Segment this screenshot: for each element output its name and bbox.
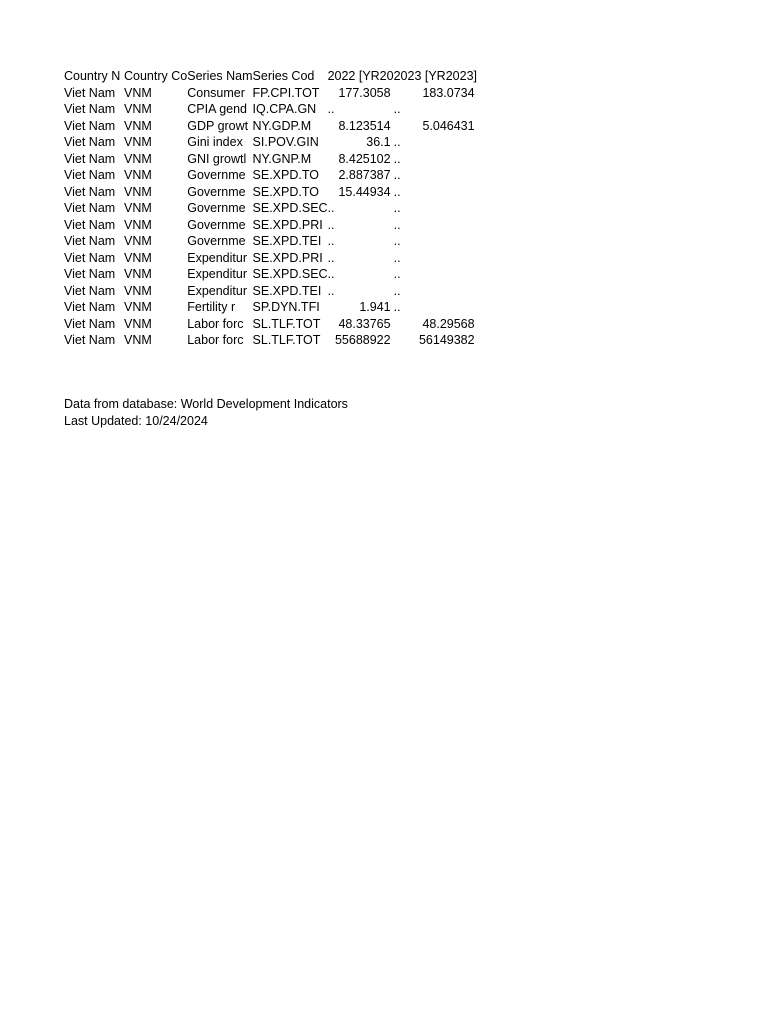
table-cell[interactable]: 36.1 xyxy=(366,135,391,149)
table-cell[interactable]: .. xyxy=(327,234,335,248)
table-cell[interactable]: .. xyxy=(393,184,401,199)
table-cell[interactable]: Viet Nam xyxy=(64,333,116,347)
table-cell[interactable]: Viet Nam xyxy=(64,118,116,133)
table-cell[interactable]: VNM xyxy=(124,217,152,232)
table-cell[interactable]: 8.123514 xyxy=(338,118,391,133)
header-cell[interactable]: Series Cod xyxy=(252,69,315,83)
table-cell[interactable]: Viet Nam xyxy=(64,283,116,298)
table-row xyxy=(64,85,478,102)
table-cell[interactable]: .. xyxy=(327,102,335,116)
table-row xyxy=(64,233,478,250)
table-cell[interactable]: .. xyxy=(393,151,401,166)
table-row xyxy=(64,217,478,234)
header-cell[interactable]: Country Co xyxy=(124,69,188,83)
table-cell[interactable]: SE.XPD.SEC xyxy=(252,201,328,215)
table-cell[interactable]: 48.29568 xyxy=(422,316,475,331)
footer-notes xyxy=(64,396,348,429)
table-cell[interactable]: 8.425102 xyxy=(338,151,391,166)
table-cell[interactable]: .. xyxy=(393,135,401,149)
table-cell[interactable]: .. xyxy=(327,267,335,281)
table-cell[interactable]: 55688922 xyxy=(334,333,391,347)
table-cell[interactable]: Consumer xyxy=(187,85,245,100)
table-row xyxy=(64,151,478,168)
table-cell[interactable]: 5.046431 xyxy=(422,118,475,133)
table-cell[interactable]: Governme xyxy=(187,234,246,248)
table-cell[interactable]: SE.XPD.TEI xyxy=(252,283,322,298)
table-row xyxy=(64,283,478,300)
table-cell[interactable]: Viet Nam xyxy=(64,184,116,199)
table-cell[interactable]: NY.GDP.M xyxy=(252,118,312,133)
table-cell[interactable]: SE.XPD.TO xyxy=(252,168,319,182)
table-cell[interactable]: Viet Nam xyxy=(64,267,116,281)
table-row xyxy=(64,316,478,333)
header-cell[interactable]: Country N xyxy=(64,69,121,83)
table-cell[interactable]: 56149382 xyxy=(418,333,475,347)
table-cell[interactable]: Expenditur xyxy=(187,283,247,298)
spreadsheet xyxy=(64,68,478,349)
table-cell[interactable]: IQ.CPA.GN xyxy=(252,102,317,116)
table-cell[interactable]: .. xyxy=(393,217,401,232)
table-cell[interactable]: VNM xyxy=(124,102,152,116)
table-cell[interactable]: VNM xyxy=(124,85,152,100)
table-row xyxy=(64,184,478,201)
table-cell[interactable]: SP.DYN.TFI xyxy=(252,300,320,314)
header-cell[interactable]: 2023 [YR2023] xyxy=(393,69,477,83)
table-cell[interactable]: .. xyxy=(327,283,335,298)
table-cell[interactable]: VNM xyxy=(124,250,152,265)
table-cell[interactable]: SE.XPD.SEC xyxy=(252,267,328,281)
header-cell[interactable]: 2022 [YR20 xyxy=(327,69,394,83)
table-cell[interactable]: 48.33765 xyxy=(338,316,391,331)
table-cell[interactable]: Viet Nam xyxy=(64,217,116,232)
table-cell[interactable]: VNM xyxy=(124,135,152,149)
table-cell[interactable]: Governme xyxy=(187,168,246,182)
table-cell[interactable]: .. xyxy=(393,102,401,116)
table-cell[interactable]: NY.GNP.M xyxy=(252,151,312,166)
header-cell[interactable]: Series Nam xyxy=(187,69,253,83)
table-cell[interactable]: .. xyxy=(393,300,401,314)
table-cell[interactable]: Expenditur xyxy=(187,267,247,281)
table-body xyxy=(64,85,478,349)
table-row xyxy=(64,266,478,283)
table-cell[interactable]: SI.POV.GIN xyxy=(252,135,319,149)
table-cell[interactable]: GDP growt xyxy=(187,118,249,133)
table-cell[interactable]: .. xyxy=(327,217,335,232)
table-row xyxy=(64,332,478,349)
table-cell[interactable]: .. xyxy=(327,201,335,215)
table-cell[interactable]: VNM xyxy=(124,168,152,182)
table-cell[interactable]: 183.0734 xyxy=(422,85,475,100)
table-cell[interactable]: Viet Nam xyxy=(64,201,116,215)
table-cell[interactable]: 15.44934 xyxy=(338,184,391,199)
table-cell[interactable]: Viet Nam xyxy=(64,85,116,100)
table-cell[interactable]: Labor forc xyxy=(187,333,244,347)
table-cell[interactable]: SE.XPD.PRI xyxy=(252,250,323,265)
table-cell[interactable]: VNM xyxy=(124,267,152,281)
table-cell[interactable]: VNM xyxy=(124,151,152,166)
table-cell[interactable]: Labor forc xyxy=(187,316,244,331)
table-row xyxy=(64,299,478,316)
table-cell[interactable]: VNM xyxy=(124,316,152,331)
table-cell[interactable]: SE.XPD.PRI xyxy=(252,217,323,232)
table-cell[interactable]: 1.941 xyxy=(359,300,391,314)
table-cell[interactable]: .. xyxy=(327,250,335,265)
table-cell[interactable]: Viet Nam xyxy=(64,168,116,182)
table-cell[interactable]: 177.3058 xyxy=(338,85,391,100)
table-cell[interactable]: .. xyxy=(393,234,401,248)
last-updated-note[interactable]: Last Updated: 10/24/2024 xyxy=(64,413,208,428)
table-cell[interactable]: GNI growtl xyxy=(187,151,247,166)
table-cell[interactable]: VNM xyxy=(124,201,152,215)
table-cell[interactable]: VNM xyxy=(124,118,152,133)
table-cell[interactable]: Fertility r xyxy=(187,300,236,314)
table-cell[interactable]: VNM xyxy=(124,333,152,347)
table-cell[interactable]: VNM xyxy=(124,283,152,298)
table-row xyxy=(64,167,478,184)
table-cell[interactable]: Governme xyxy=(187,184,246,199)
table-cell[interactable]: Governme xyxy=(187,201,246,215)
table-cell[interactable]: VNM xyxy=(124,234,152,248)
table-row xyxy=(64,250,478,267)
table-cell[interactable]: 2.887387 xyxy=(338,168,391,182)
table-cell[interactable]: Expenditur xyxy=(187,250,247,265)
table-cell[interactable]: Viet Nam xyxy=(64,250,116,265)
table-cell[interactable]: SL.TLF.TOT xyxy=(252,316,321,331)
table-cell[interactable]: Viet Nam xyxy=(64,102,116,116)
table-cell[interactable]: Viet Nam xyxy=(64,316,116,331)
table-cell[interactable]: SE.XPD.TEI xyxy=(252,234,322,248)
table-row xyxy=(64,134,478,151)
table-cell[interactable]: FP.CPI.TOT xyxy=(252,85,320,100)
table-cell[interactable]: .. xyxy=(393,168,401,182)
table-cell[interactable]: .. xyxy=(393,250,401,265)
table-cell[interactable]: Viet Nam xyxy=(64,300,116,314)
table-row xyxy=(64,101,478,118)
table-cell[interactable]: VNM xyxy=(124,184,152,199)
table-row xyxy=(64,200,478,217)
table-cell[interactable]: VNM xyxy=(124,300,152,314)
source-note[interactable]: Data from database: World Development Indicators xyxy=(64,397,348,411)
table-cell[interactable]: Gini index xyxy=(187,135,243,149)
table-cell[interactable]: Viet Nam xyxy=(64,151,116,166)
table-cell[interactable]: Viet Nam xyxy=(64,234,116,248)
table-cell[interactable]: CPIA gend xyxy=(187,102,247,116)
table-cell[interactable]: .. xyxy=(393,267,401,281)
table-cell[interactable]: Viet Nam xyxy=(64,135,116,149)
table-cell[interactable]: SL.TLF.TOT xyxy=(252,333,321,347)
table-cell[interactable]: .. xyxy=(393,283,401,298)
data-table xyxy=(64,68,478,349)
table-cell[interactable]: Governme xyxy=(187,217,246,232)
header-row xyxy=(64,68,478,85)
table-cell[interactable]: .. xyxy=(393,201,401,215)
table-row xyxy=(64,118,478,135)
table-cell[interactable]: SE.XPD.TO xyxy=(252,184,319,199)
